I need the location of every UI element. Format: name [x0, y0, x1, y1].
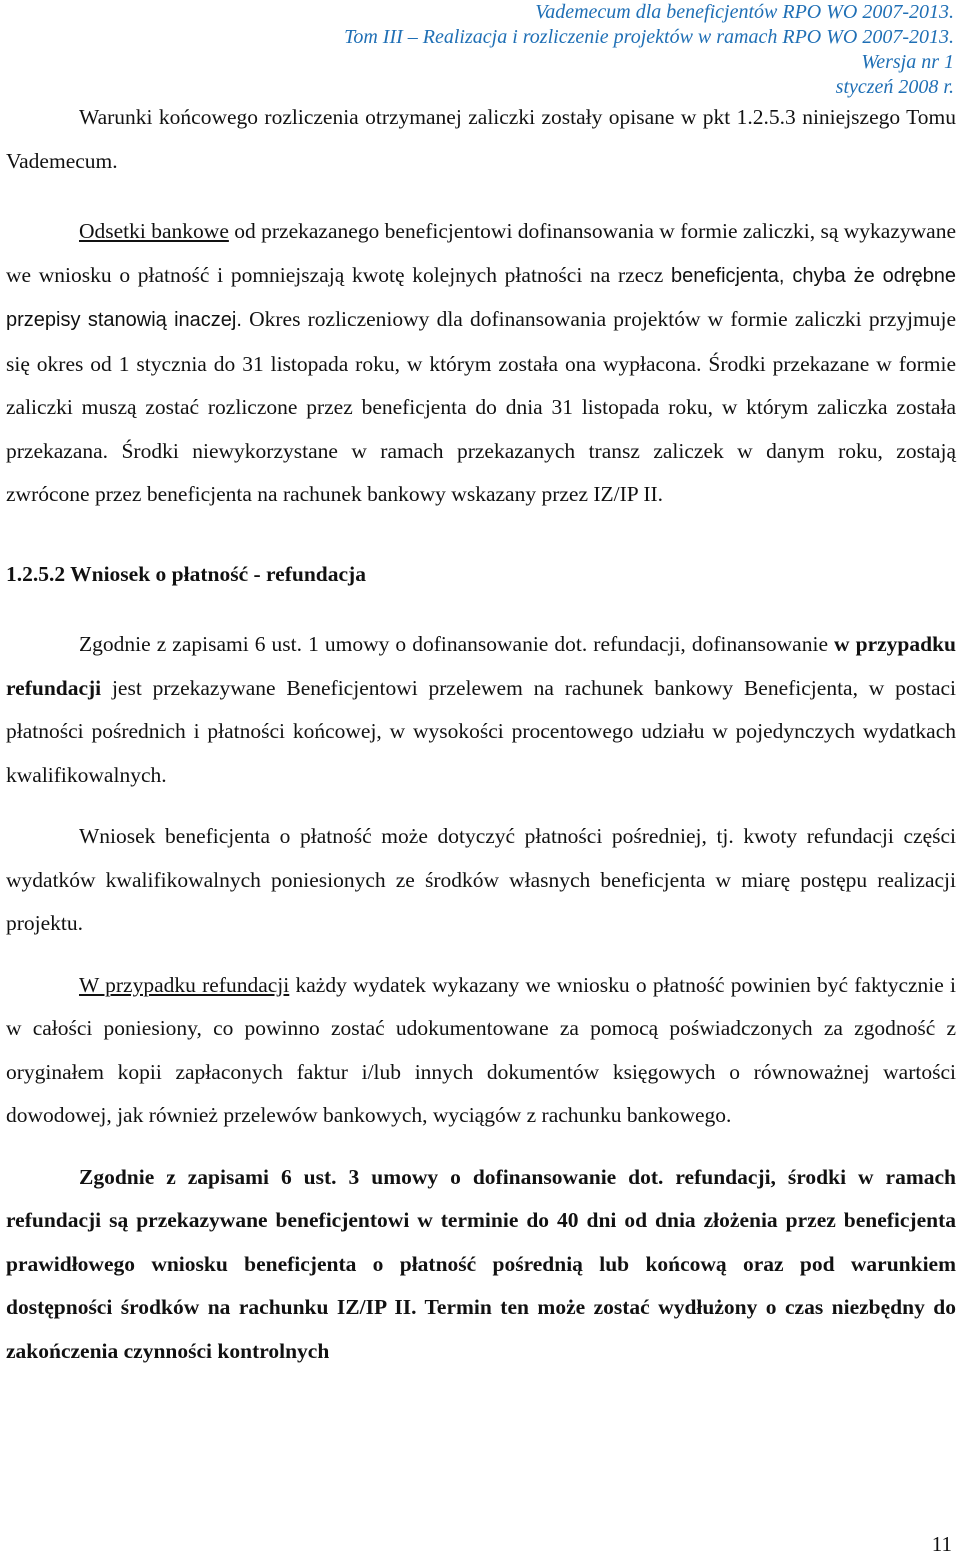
document-body — [6, 96, 956, 1373]
document-header — [344, 0, 954, 100]
term-bank-interest: Odsetki bankowe — [79, 219, 229, 243]
paragraph-bank-interest-text-a: od przekazanego beneficjentowi dofinansowania w formie zaliczki, są wykazywane we wniosku o płatność i pomniejszają kwotę kolejnych płatności na rzecz — [6, 219, 956, 287]
header-volume-line: Tom III – Realizacja i rozliczenie projektów w ramach RPO WO 2007-2013. — [344, 26, 954, 48]
paragraph-expense-documentation-text: każdy wydatek wykazany we wniosku o płatność powinien być faktycznie i w całości poniesiony, co powinno zostać udokumentowane za pomocą poświadczonych za zgodność z oryginałem kopii zapłaconych faktur i/lub innych dokumentów księgowych o równoważnej wartości dowodowej, jak również przelewów bankowych, wyciągów z rachunku bankowego. — [6, 972, 956, 1127]
paragraph-bank-interest-text-b: beneficjenta, chyba że odrębne przepisy stanowią inaczej. — [6, 264, 957, 331]
term-refund-case: W przypadku refundacji — [79, 972, 290, 997]
paragraph-refund-transfer — [6, 623, 956, 797]
header-title-line: Vademecum dla beneficjentów RPO WO 2007-2013. — [535, 1, 954, 23]
paragraph-final-settlement: Warunki końcowego rozliczenia otrzymanej zaliczki zostały opisane w pkt 1.2.5.3 niniejszego Tomu Vademecum. — [6, 105, 956, 173]
paragraph-expense-documentation — [6, 964, 956, 1138]
header-date-line: styczeń 2008 r. — [835, 76, 954, 98]
paragraph-bank-interest — [6, 210, 956, 517]
section-heading: 1.2.5.2 Wniosek o płatność - refundacja — [6, 561, 366, 586]
paragraph-refund-transfer-text-b: jest przekazywane Beneficjentowi przelewem na rachunek bankowy Beneficjenta, w postaci płatności pośrednich i płatności końcowej, w wysokości procentowego udziału w pojedynczych wydatkach kwalifikowalnych. — [6, 675, 956, 787]
paragraph-refund-transfer-bold: w przypadku refundacji — [6, 632, 956, 700]
paragraph-interim-payment: Wniosek beneficjenta o płatność może dotyczyć płatności pośredniej, tj. kwoty refundacji części wydatków kwalifikowalnych poniesionych ze środków własnych beneficjenta w miarę postępu realizacji projektu. — [6, 824, 956, 935]
header-version-line: Wersja nr 1 — [861, 51, 954, 73]
paragraph-payment-deadline: Zgodnie z zapisami 6 ust. 3 umowy o dofinansowanie dot. refundacji, środki w ramach refundacji są przekazywane beneficjentowi w terminie do 40 dni od dnia złożenia przez beneficjenta prawidłowego wniosku beneficjenta o płatność pośrednią lub końcową oraz pod warunkiem dostępności środków na rachunku IZ/IP II. Termin ten może zostać wydłużony o czas niezbędny do zakończenia czynności kontrolnych — [6, 1164, 956, 1363]
paragraph-refund-transfer-text-a: Zgodnie z zapisami 6 ust. 1 umowy o dofinansowanie dot. refundacji, dofinansowanie — [79, 632, 835, 656]
paragraph-bank-interest-text-c: Okres rozliczeniowy dla dofinansowania projektów w formie zaliczki przyjmuje się okres od 1 stycznia do 31 listopada roku, w którym została ona wypłacona. Środki przekazane w formie zaliczki muszą zostać rozliczone przez beneficjenta do dnia 31 listopada roku, w którym zaliczka została przekazana. Środki niewykorzystane w ramach przekazanych transz zaliczek w danym roku, zostają zwrócone przez beneficjenta na rachunek bankowy wskazany przez IZ/IP II. — [6, 307, 956, 506]
page-number: 11 — [931, 1532, 952, 1556]
